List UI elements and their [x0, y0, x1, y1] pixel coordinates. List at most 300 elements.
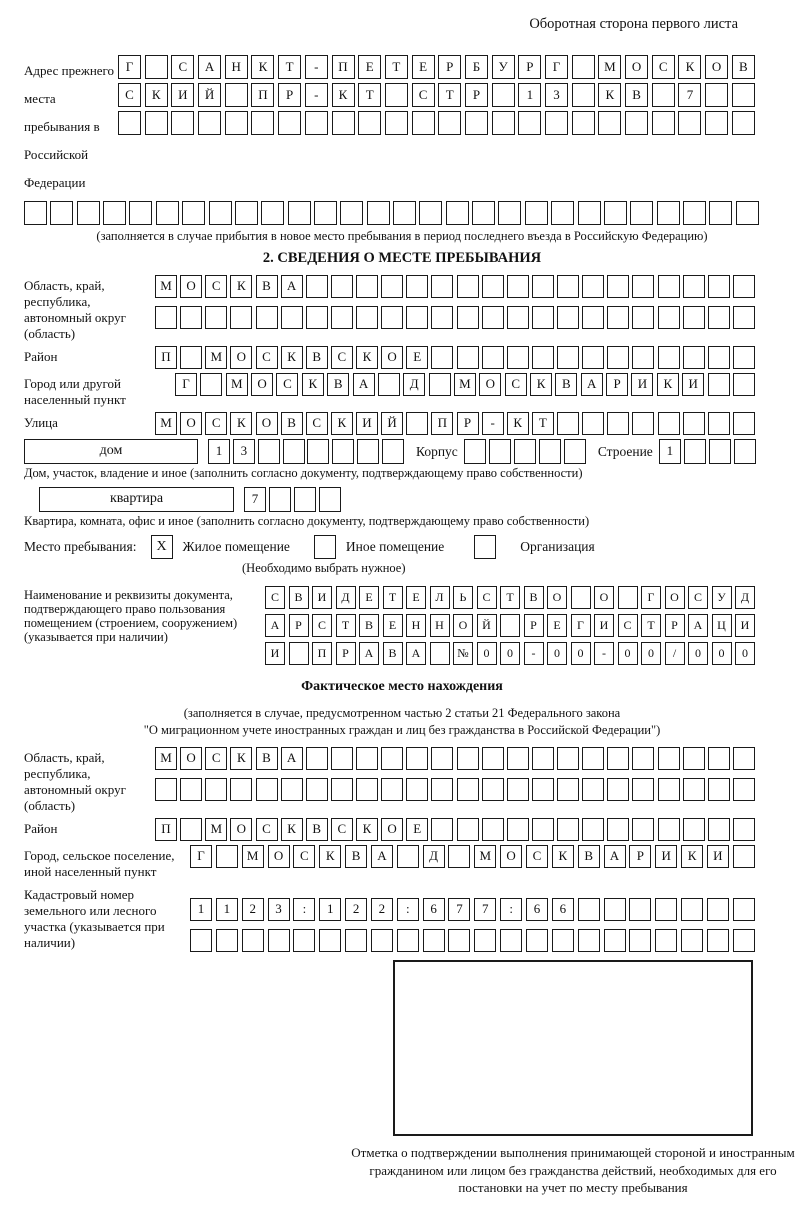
char-cell[interactable] [582, 412, 604, 435]
char-cell[interactable] [251, 111, 274, 135]
char-cell[interactable] [381, 778, 403, 801]
char-cell[interactable] [293, 929, 315, 952]
char-cell[interactable] [625, 111, 648, 135]
char-cell[interactable]: А [406, 642, 426, 665]
char-cell[interactable] [708, 747, 730, 770]
char-cell[interactable] [205, 306, 227, 329]
char-cell[interactable] [658, 346, 680, 369]
char-cell[interactable] [582, 778, 604, 801]
char-cell[interactable] [345, 929, 367, 952]
char-cell[interactable] [707, 929, 729, 952]
char-cell[interactable] [294, 487, 316, 512]
char-cell[interactable]: О [625, 55, 648, 79]
char-cell[interactable] [331, 747, 353, 770]
char-cell[interactable] [406, 747, 428, 770]
char-cell[interactable] [371, 929, 393, 952]
char-cell[interactable]: С [412, 83, 435, 107]
char-cell[interactable] [464, 439, 486, 464]
char-cell[interactable]: С [331, 346, 353, 369]
char-cell[interactable] [331, 275, 353, 298]
char-cell[interactable]: В [306, 346, 328, 369]
char-cell[interactable]: 0 [571, 642, 591, 665]
char-cell[interactable] [268, 929, 290, 952]
char-cell[interactable] [564, 439, 586, 464]
oblast-row-2[interactable] [155, 306, 755, 329]
char-cell[interactable] [607, 412, 629, 435]
char-cell[interactable]: С [652, 55, 675, 79]
char-cell[interactable] [557, 306, 579, 329]
char-cell[interactable]: Р [336, 642, 356, 665]
char-cell[interactable] [482, 778, 504, 801]
char-cell[interactable] [385, 83, 408, 107]
char-cell[interactable]: М [598, 55, 621, 79]
char-cell[interactable]: 2 [242, 898, 264, 921]
char-cell[interactable]: / [665, 642, 685, 665]
char-cell[interactable] [518, 111, 541, 135]
char-cell[interactable]: С [265, 586, 285, 609]
char-cell[interactable]: 0 [641, 642, 661, 665]
char-cell[interactable]: 0 [547, 642, 567, 665]
char-cell[interactable] [482, 346, 504, 369]
char-cell[interactable] [429, 373, 451, 396]
org-checkbox[interactable] [474, 535, 496, 559]
char-cell[interactable] [457, 818, 479, 841]
char-cell[interactable] [482, 818, 504, 841]
char-cell[interactable] [572, 55, 595, 79]
char-cell[interactable] [708, 778, 730, 801]
char-cell[interactable] [397, 845, 419, 868]
char-cell[interactable]: 3 [268, 898, 290, 921]
char-cell[interactable]: К [230, 275, 252, 298]
char-cell[interactable]: А [371, 845, 393, 868]
char-cell[interactable] [632, 412, 654, 435]
char-cell[interactable]: - [305, 83, 328, 107]
char-cell[interactable]: Е [406, 346, 428, 369]
char-cell[interactable] [572, 83, 595, 107]
char-cell[interactable] [678, 111, 701, 135]
char-cell[interactable] [705, 83, 728, 107]
char-cell[interactable] [507, 747, 529, 770]
char-cell[interactable]: К [598, 83, 621, 107]
char-cell[interactable] [708, 275, 730, 298]
char-cell[interactable] [457, 747, 479, 770]
char-cell[interactable] [557, 747, 579, 770]
char-cell[interactable] [216, 845, 238, 868]
char-cell[interactable] [708, 306, 730, 329]
char-cell[interactable] [258, 439, 280, 464]
char-cell[interactable]: Р [457, 412, 479, 435]
char-cell[interactable] [225, 111, 248, 135]
char-cell[interactable] [629, 898, 651, 921]
char-cell[interactable]: О [381, 818, 403, 841]
char-cell[interactable] [572, 111, 595, 135]
char-cell[interactable]: - [305, 55, 328, 79]
char-cell[interactable]: Е [406, 818, 428, 841]
char-cell[interactable] [708, 412, 730, 435]
char-cell[interactable]: С [171, 55, 194, 79]
char-cell[interactable]: Т [278, 55, 301, 79]
char-cell[interactable] [472, 201, 495, 225]
char-cell[interactable]: О [547, 586, 567, 609]
char-cell[interactable] [357, 439, 379, 464]
char-cell[interactable]: Е [383, 614, 403, 637]
char-cell[interactable]: Т [358, 83, 381, 107]
doc-row-2[interactable] [265, 614, 755, 637]
char-cell[interactable] [657, 201, 680, 225]
char-cell[interactable] [381, 306, 403, 329]
char-cell[interactable] [129, 201, 152, 225]
char-cell[interactable]: С [505, 373, 527, 396]
prev-address-row-2[interactable] [118, 83, 755, 107]
char-cell[interactable]: П [251, 83, 274, 107]
char-cell[interactable] [446, 201, 469, 225]
char-cell[interactable] [578, 201, 601, 225]
char-cell[interactable] [457, 306, 479, 329]
char-cell[interactable]: С [276, 373, 298, 396]
char-cell[interactable]: Д [403, 373, 425, 396]
char-cell[interactable]: О [268, 845, 290, 868]
char-cell[interactable] [205, 778, 227, 801]
char-cell[interactable] [507, 346, 529, 369]
char-cell[interactable] [736, 201, 759, 225]
char-cell[interactable] [532, 778, 554, 801]
char-cell[interactable] [551, 201, 574, 225]
char-cell[interactable]: Т [336, 614, 356, 637]
char-cell[interactable] [607, 747, 629, 770]
char-cell[interactable] [709, 201, 732, 225]
char-cell[interactable] [431, 818, 453, 841]
char-cell[interactable]: 7 [448, 898, 470, 921]
char-cell[interactable] [406, 412, 428, 435]
char-cell[interactable] [578, 898, 600, 921]
char-cell[interactable] [733, 747, 755, 770]
char-cell[interactable] [683, 306, 705, 329]
char-cell[interactable]: Т [500, 586, 520, 609]
char-cell[interactable] [305, 111, 328, 135]
char-cell[interactable] [256, 778, 278, 801]
char-cell[interactable]: К [657, 373, 679, 396]
char-cell[interactable]: В [555, 373, 577, 396]
char-cell[interactable] [24, 201, 47, 225]
char-cell[interactable] [632, 747, 654, 770]
char-cell[interactable] [332, 111, 355, 135]
char-cell[interactable] [582, 747, 604, 770]
char-cell[interactable]: 7 [474, 898, 496, 921]
char-cell[interactable] [457, 346, 479, 369]
char-cell[interactable] [307, 439, 329, 464]
char-cell[interactable] [652, 111, 675, 135]
char-cell[interactable] [658, 778, 680, 801]
char-cell[interactable] [448, 845, 470, 868]
char-cell[interactable]: В [256, 275, 278, 298]
char-cell[interactable]: Р [629, 845, 651, 868]
char-cell[interactable]: В [327, 373, 349, 396]
char-cell[interactable]: № [453, 642, 473, 665]
char-cell[interactable] [406, 778, 428, 801]
char-cell[interactable]: Р [289, 614, 309, 637]
char-cell[interactable]: У [492, 55, 515, 79]
char-cell[interactable]: В [256, 747, 278, 770]
char-cell[interactable] [431, 306, 453, 329]
char-cell[interactable]: А [581, 373, 603, 396]
char-cell[interactable]: П [312, 642, 332, 665]
char-cell[interactable]: С [688, 586, 708, 609]
char-cell[interactable]: В [578, 845, 600, 868]
char-cell[interactable] [571, 586, 591, 609]
char-cell[interactable]: В [306, 818, 328, 841]
char-cell[interactable]: М [155, 412, 177, 435]
char-cell[interactable]: С [477, 586, 497, 609]
char-cell[interactable]: 6 [552, 898, 574, 921]
char-cell[interactable] [683, 778, 705, 801]
stroenie-cells[interactable] [659, 439, 756, 464]
char-cell[interactable]: О [180, 412, 202, 435]
prev-address-row-1[interactable] [118, 55, 755, 79]
char-cell[interactable] [482, 275, 504, 298]
char-cell[interactable]: 0 [618, 642, 638, 665]
char-cell[interactable] [180, 346, 202, 369]
char-cell[interactable] [582, 818, 604, 841]
char-cell[interactable]: М [155, 747, 177, 770]
char-cell[interactable] [500, 929, 522, 952]
char-cell[interactable] [507, 778, 529, 801]
char-cell[interactable]: Ь [453, 586, 473, 609]
char-cell[interactable] [180, 306, 202, 329]
char-cell[interactable]: - [594, 642, 614, 665]
char-cell[interactable] [532, 818, 554, 841]
char-cell[interactable]: И [682, 373, 704, 396]
char-cell[interactable] [655, 898, 677, 921]
char-cell[interactable] [683, 412, 705, 435]
char-cell[interactable] [652, 83, 675, 107]
char-cell[interactable] [492, 111, 515, 135]
char-cell[interactable]: М [474, 845, 496, 868]
char-cell[interactable]: Т [641, 614, 661, 637]
char-cell[interactable]: 7 [244, 487, 266, 512]
char-cell[interactable] [283, 439, 305, 464]
char-cell[interactable] [607, 818, 629, 841]
char-cell[interactable]: П [155, 818, 177, 841]
char-cell[interactable] [683, 201, 706, 225]
char-cell[interactable] [507, 275, 529, 298]
char-cell[interactable] [235, 201, 258, 225]
char-cell[interactable]: К [552, 845, 574, 868]
char-cell[interactable]: К [230, 747, 252, 770]
char-cell[interactable]: В [345, 845, 367, 868]
char-cell[interactable] [733, 373, 755, 396]
char-cell[interactable]: С [293, 845, 315, 868]
char-cell[interactable]: М [454, 373, 476, 396]
char-cell[interactable]: Б [465, 55, 488, 79]
char-cell[interactable] [474, 929, 496, 952]
char-cell[interactable]: А [359, 642, 379, 665]
char-cell[interactable] [734, 439, 756, 464]
char-cell[interactable] [681, 898, 703, 921]
char-cell[interactable] [230, 778, 252, 801]
char-cell[interactable]: П [332, 55, 355, 79]
char-cell[interactable]: 0 [688, 642, 708, 665]
oblast-row-1[interactable] [155, 275, 755, 298]
char-cell[interactable]: 0 [735, 642, 755, 665]
char-cell[interactable]: М [226, 373, 248, 396]
char-cell[interactable] [557, 818, 579, 841]
char-cell[interactable] [171, 111, 194, 135]
char-cell[interactable] [397, 929, 419, 952]
char-cell[interactable] [655, 929, 677, 952]
char-cell[interactable] [367, 201, 390, 225]
char-cell[interactable] [525, 201, 548, 225]
char-cell[interactable]: О [665, 586, 685, 609]
char-cell[interactable] [306, 747, 328, 770]
char-cell[interactable]: В [524, 586, 544, 609]
char-cell[interactable] [733, 275, 755, 298]
char-cell[interactable]: К [530, 373, 552, 396]
char-cell[interactable]: А [353, 373, 375, 396]
char-cell[interactable] [683, 346, 705, 369]
char-cell[interactable] [289, 642, 309, 665]
kadastr-row-1[interactable] [190, 898, 755, 921]
doc-row-3[interactable] [265, 642, 755, 665]
char-cell[interactable] [190, 929, 212, 952]
char-cell[interactable] [733, 306, 755, 329]
char-cell[interactable] [430, 642, 450, 665]
char-cell[interactable] [306, 778, 328, 801]
char-cell[interactable] [269, 487, 291, 512]
char-cell[interactable]: С [118, 83, 141, 107]
char-cell[interactable]: Т [532, 412, 554, 435]
char-cell[interactable] [331, 306, 353, 329]
char-cell[interactable]: В [281, 412, 303, 435]
char-cell[interactable]: 2 [371, 898, 393, 921]
char-cell[interactable]: Р [524, 614, 544, 637]
char-cell[interactable]: Г [175, 373, 197, 396]
char-cell[interactable] [155, 306, 177, 329]
char-cell[interactable]: М [205, 346, 227, 369]
char-cell[interactable] [385, 111, 408, 135]
char-cell[interactable] [242, 929, 264, 952]
char-cell[interactable] [489, 439, 511, 464]
char-cell[interactable] [632, 306, 654, 329]
char-cell[interactable] [457, 275, 479, 298]
char-cell[interactable] [630, 201, 653, 225]
char-cell[interactable]: С [618, 614, 638, 637]
char-cell[interactable] [331, 778, 353, 801]
char-cell[interactable]: О [256, 412, 278, 435]
char-cell[interactable]: 1 [190, 898, 212, 921]
doc-row-1[interactable] [265, 586, 755, 609]
char-cell[interactable] [658, 412, 680, 435]
char-cell[interactable]: О [479, 373, 501, 396]
char-cell[interactable] [419, 201, 442, 225]
char-cell[interactable] [607, 346, 629, 369]
char-cell[interactable] [288, 201, 311, 225]
char-cell[interactable] [145, 111, 168, 135]
char-cell[interactable]: : [397, 898, 419, 921]
char-cell[interactable] [557, 346, 579, 369]
char-cell[interactable] [180, 818, 202, 841]
char-cell[interactable] [604, 929, 626, 952]
char-cell[interactable] [381, 275, 403, 298]
char-cell[interactable]: О [381, 346, 403, 369]
char-cell[interactable]: К [331, 412, 353, 435]
char-cell[interactable]: К [681, 845, 703, 868]
char-cell[interactable]: И [631, 373, 653, 396]
char-cell[interactable] [733, 778, 755, 801]
char-cell[interactable]: Р [465, 83, 488, 107]
char-cell[interactable] [431, 346, 453, 369]
char-cell[interactable] [431, 747, 453, 770]
char-cell[interactable]: А [265, 614, 285, 637]
char-cell[interactable]: 1 [518, 83, 541, 107]
char-cell[interactable]: П [155, 346, 177, 369]
char-cell[interactable] [225, 83, 248, 107]
char-cell[interactable] [607, 778, 629, 801]
char-cell[interactable] [319, 929, 341, 952]
char-cell[interactable] [356, 306, 378, 329]
char-cell[interactable]: О [251, 373, 273, 396]
char-cell[interactable]: А [281, 747, 303, 770]
char-cell[interactable]: Т [438, 83, 461, 107]
char-cell[interactable] [306, 306, 328, 329]
char-cell[interactable]: С [256, 818, 278, 841]
char-cell[interactable] [356, 747, 378, 770]
char-cell[interactable]: Т [383, 586, 403, 609]
char-cell[interactable] [406, 306, 428, 329]
char-cell[interactable] [498, 201, 521, 225]
char-cell[interactable] [356, 778, 378, 801]
char-cell[interactable]: К [281, 346, 303, 369]
char-cell[interactable] [683, 818, 705, 841]
char-cell[interactable]: - [482, 412, 504, 435]
char-cell[interactable] [557, 412, 579, 435]
char-cell[interactable] [632, 346, 654, 369]
char-cell[interactable] [256, 306, 278, 329]
char-cell[interactable] [465, 111, 488, 135]
char-cell[interactable]: И [707, 845, 729, 868]
char-cell[interactable]: В [359, 614, 379, 637]
ulitsa-row[interactable] [155, 412, 755, 435]
char-cell[interactable] [198, 111, 221, 135]
char-cell[interactable]: С [312, 614, 332, 637]
char-cell[interactable]: Й [477, 614, 497, 637]
char-cell[interactable]: Р [278, 83, 301, 107]
prev-address-row-3[interactable] [118, 111, 755, 135]
char-cell[interactable] [632, 275, 654, 298]
char-cell[interactable]: К [302, 373, 324, 396]
char-cell[interactable]: О [453, 614, 473, 637]
char-cell[interactable]: Г [118, 55, 141, 79]
char-cell[interactable] [607, 275, 629, 298]
char-cell[interactable] [532, 747, 554, 770]
char-cell[interactable] [582, 346, 604, 369]
prev-address-row-4[interactable] [24, 201, 759, 225]
inoe-checkbox[interactable] [314, 535, 336, 559]
char-cell[interactable]: А [688, 614, 708, 637]
char-cell[interactable]: О [594, 586, 614, 609]
char-cell[interactable]: И [594, 614, 614, 637]
char-cell[interactable]: И [735, 614, 755, 637]
char-cell[interactable] [306, 275, 328, 298]
char-cell[interactable] [658, 275, 680, 298]
char-cell[interactable] [118, 111, 141, 135]
char-cell[interactable]: Н [406, 614, 426, 637]
char-cell[interactable]: К [319, 845, 341, 868]
char-cell[interactable] [733, 845, 755, 868]
char-cell[interactable]: К [356, 346, 378, 369]
char-cell[interactable]: В [732, 55, 755, 79]
char-cell[interactable]: С [256, 346, 278, 369]
char-cell[interactable]: Т [385, 55, 408, 79]
